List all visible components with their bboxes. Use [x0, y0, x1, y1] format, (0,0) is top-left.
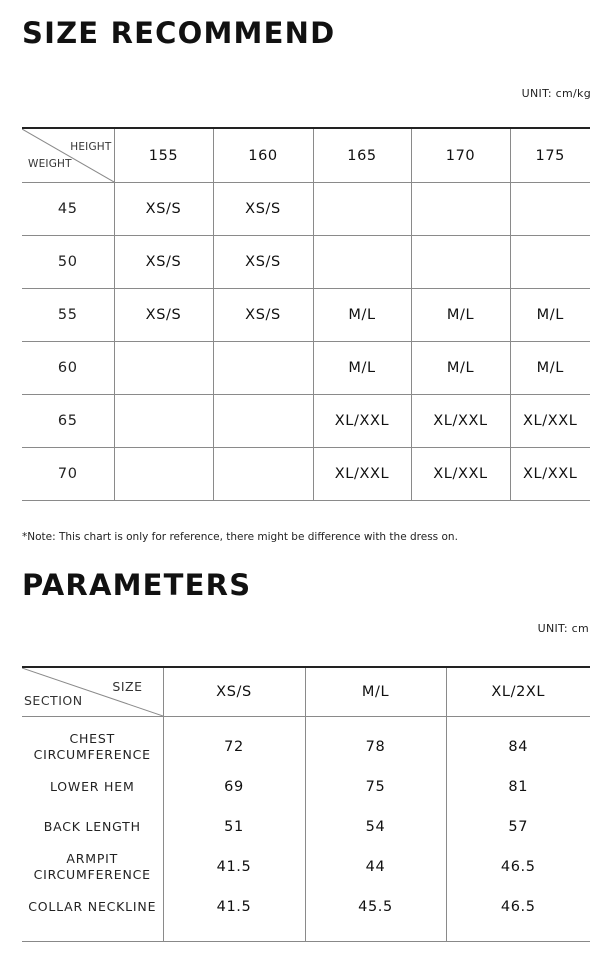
height-axis-label: HEIGHT: [70, 141, 112, 153]
size-cell: [313, 183, 411, 236]
weight-label: 65: [22, 395, 114, 448]
measurement-value: 41.5: [163, 847, 305, 887]
size-table-row: [22, 289, 590, 342]
measurement-value: 41.5: [163, 887, 305, 942]
parameters-row: [22, 767, 590, 807]
measurement-value: 78: [305, 717, 446, 768]
height-header: 170: [411, 128, 510, 183]
section-label-text: COLLAR NECKLINE: [28, 899, 157, 914]
weight-label: 70: [22, 448, 114, 501]
section-label-text: ARMPIT CIRCUMFERENCE: [33, 851, 151, 882]
section-label: [22, 807, 163, 847]
weight-label: 55: [22, 289, 114, 342]
section-label: [22, 887, 163, 942]
size-header: XL/2XL: [446, 667, 590, 717]
weight-label: 50: [22, 236, 114, 289]
size-table-row: [22, 448, 590, 501]
size-cell: M/L: [510, 342, 590, 395]
size-table-corner-cell: [22, 128, 114, 183]
measurement-value: 54: [305, 807, 446, 847]
measurement-value: 45.5: [305, 887, 446, 942]
reference-note: *Note: This chart is only for reference, there might be difference with the dress on.: [22, 531, 458, 543]
size-cell: [411, 183, 510, 236]
size-cell: XL/XXL: [411, 448, 510, 501]
section-label: [22, 847, 163, 887]
size-cell: M/L: [411, 289, 510, 342]
diagonal-divider-icon: [22, 129, 114, 182]
size-table-row: [22, 236, 590, 289]
weight-axis-label: WEIGHT: [28, 158, 72, 170]
size-cell: [114, 395, 213, 448]
measurement-value: 51: [163, 807, 305, 847]
weight-label: 45: [22, 183, 114, 236]
size-recommend-unit: UNIT: cm/kg: [521, 87, 591, 100]
size-header: M/L: [305, 667, 446, 717]
size-cell: [510, 183, 590, 236]
parameters-unit: UNIT: cm: [537, 622, 589, 635]
measurement-value: 44: [305, 847, 446, 887]
size-cell: [114, 342, 213, 395]
size-cell: [213, 342, 313, 395]
size-cell: XS/S: [114, 183, 213, 236]
parameters-header-row: [22, 667, 590, 717]
parameters-row: [22, 807, 590, 847]
size-cell: [313, 236, 411, 289]
size-cell: XS/S: [213, 236, 313, 289]
height-header: 165: [313, 128, 411, 183]
size-cell: [510, 236, 590, 289]
size-cell: XS/S: [114, 289, 213, 342]
measurement-value: 84: [508, 739, 529, 755]
measurement-value: 69: [163, 767, 305, 807]
parameters-corner-cell: [22, 667, 163, 717]
size-cell: [411, 236, 510, 289]
section-label: [22, 767, 163, 807]
size-table-header-row: [22, 128, 590, 183]
size-cell: M/L: [411, 342, 510, 395]
parameters-table: [22, 666, 590, 942]
section-label-text: BACK LENGTH: [43, 819, 141, 834]
parameters-row: [22, 717, 590, 768]
size-table-row: [22, 183, 590, 236]
size-cell: XL/XXL: [313, 448, 411, 501]
size-cell: [213, 448, 313, 501]
size-cell: XL/XXL: [510, 448, 590, 501]
size-axis-label: SIZE: [112, 679, 143, 694]
section-label-text: LOWER HEM: [49, 779, 135, 794]
parameters-title: PARAMETERS: [22, 568, 252, 602]
size-cell: M/L: [510, 289, 590, 342]
parameters-row: [22, 887, 590, 942]
size-recommend-table: [22, 127, 590, 501]
section-label-text: CHEST CIRCUMFERENCE: [33, 731, 151, 762]
measurement-value: 46.5: [500, 859, 536, 875]
size-cell: M/L: [313, 342, 411, 395]
size-cell: XS/S: [213, 183, 313, 236]
size-recommend-title: SIZE RECOMMEND: [22, 16, 336, 50]
parameters-row: [22, 847, 590, 887]
size-cell: XS/S: [213, 289, 313, 342]
weight-label: 60: [22, 342, 114, 395]
size-header: XS/S: [163, 667, 305, 717]
measurement-value: 46.5: [500, 899, 536, 915]
size-cell: [213, 395, 313, 448]
measurement-value: 72: [163, 717, 305, 768]
measurement-value: 57: [508, 819, 529, 835]
height-header: 155: [114, 128, 213, 183]
measurement-value: 81: [508, 779, 529, 795]
size-cell: XL/XXL: [411, 395, 510, 448]
measurement-value: 75: [305, 767, 446, 807]
size-cell: XL/XXL: [313, 395, 411, 448]
height-header: 160: [213, 128, 313, 183]
size-cell: M/L: [313, 289, 411, 342]
size-cell: XS/S: [114, 236, 213, 289]
size-cell: XL/XXL: [510, 395, 590, 448]
section-label: [22, 717, 163, 768]
size-table-row: [22, 342, 590, 395]
section-axis-label: SECTION: [24, 693, 83, 708]
size-table-row: [22, 395, 590, 448]
height-header: 175: [510, 128, 590, 183]
size-cell: [114, 448, 213, 501]
